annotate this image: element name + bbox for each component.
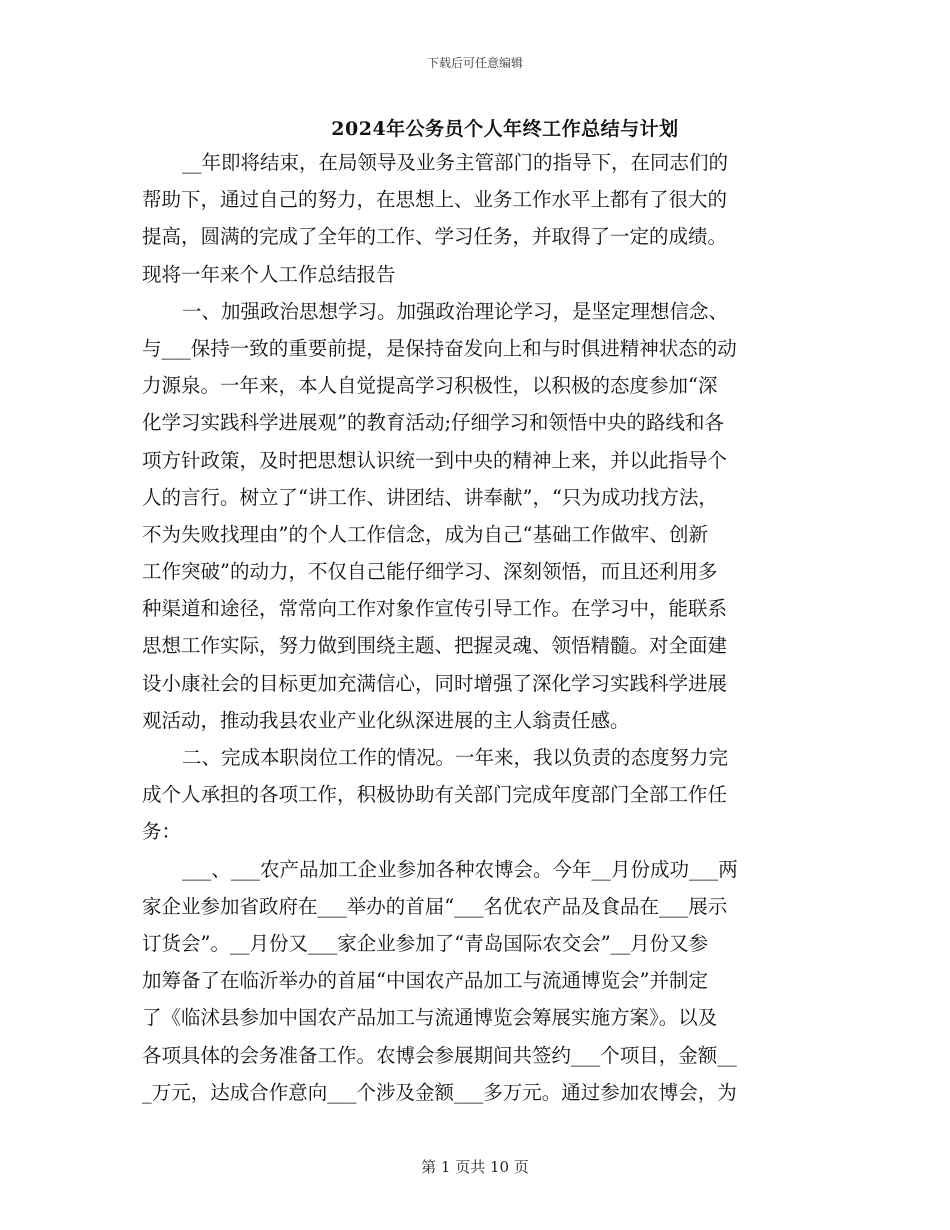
paragraph-line: 了《临沭县参加中国农产品加工与流通博览会筹展实施方案》。以及 (142, 1006, 718, 1030)
page-number: 第 1 页共 10 页 (421, 1158, 529, 1176)
paragraph-line: 一、加强政治思想学习。加强政治理论学习，是坚定理想信念、 (182, 299, 729, 323)
paragraph-line: 现将一年来个人工作总结报告 (142, 262, 396, 286)
paragraph-line: 成个人承担的各项工作，积极协助有关部门完成年度部门全部工作任 (142, 783, 728, 807)
document-body (142, 144, 812, 1111)
paragraph-line: 力源泉。一年来，本人自觉提高学习积极性，以积极的态度参加“深 (142, 374, 718, 398)
paragraph-line: 工作突破”的动力，不仅自己能仔细学习、深刻领悟，而且还利用多 (142, 560, 718, 584)
paragraph-line: 思想工作实际，努力做到围绕主题、把握灵魂、领悟精髓。对全面建 (142, 634, 728, 658)
header-note: 下载后可任意编辑 (426, 56, 523, 70)
paragraph-line: 帮助下，通过自己的努力，在思想上、业务工作水平上都有了很大的 (142, 188, 728, 212)
paragraph-line: ___、___农产品加工企业参加各种农博会。今年__月份成功___两 (182, 857, 738, 881)
paragraph-line: 家企业参加省政府在___举办的首届“___名优农产品及食品在___展示 (142, 894, 728, 918)
paragraph-line: 不为失败找理由”的个人工作信念，成为自己“基础工作做牢、创新 (142, 522, 708, 546)
paragraph-line: _万元，达成合作意向___个涉及金额___多万元。通过参加农博会，为 (142, 1080, 737, 1104)
paragraph-line: 人的言行。树立了“讲工作、讲团结、讲奉献”，“只为成功找方法， (142, 485, 718, 509)
paragraph-line: 设小康社会的目标更加充满信心，同时增强了深化学习实践科学进展 (142, 671, 728, 695)
paragraph-line: 提高，圆满的完成了全年的工作、学习任务，并取得了一定的成绩。 (142, 225, 728, 249)
document-title: 2024年公务员个人年终工作总结与计划 (331, 118, 679, 140)
paragraph-line: 加筹备了在临沂举办的首届“中国农产品加工与流通博览会”并制定 (142, 969, 708, 993)
paragraph-line: 化学习实践科学进展观”的教育活动;仔细学习和领悟中央的路线和各 (142, 411, 725, 435)
paragraph-line: 订货会”。__月份又___家企业参加了“青岛国际农交会”__月份又参 (142, 931, 709, 955)
paragraph-line: 项方针政策，及时把思想认识统一到中央的精神上来，并以此指导个 (142, 448, 728, 472)
paragraph-line: __年即将结束，在局领导及业务主管部门的指导下，在同志们的 (182, 151, 729, 174)
paragraph-line: 观活动，推动我县农业产业化纵深进展的主人翁责任感。 (142, 708, 630, 732)
paragraph-line: 务： (142, 820, 182, 844)
paragraph-line: 二、完成本职岗位工作的情况。一年来，我以负责的态度努力完 (182, 746, 729, 769)
paragraph-line: 与___保持一致的重要前提，是保持奋发向上和与时俱进精神状态的动 (142, 336, 737, 360)
paragraph-line: 各项具体的会务准备工作。农博会参展期间共签约___个项目，金额__ (142, 1043, 737, 1067)
paragraph-line: 种渠道和途径，常常向工作对象作宣传引导工作。在学习中，能联系 (142, 597, 728, 621)
